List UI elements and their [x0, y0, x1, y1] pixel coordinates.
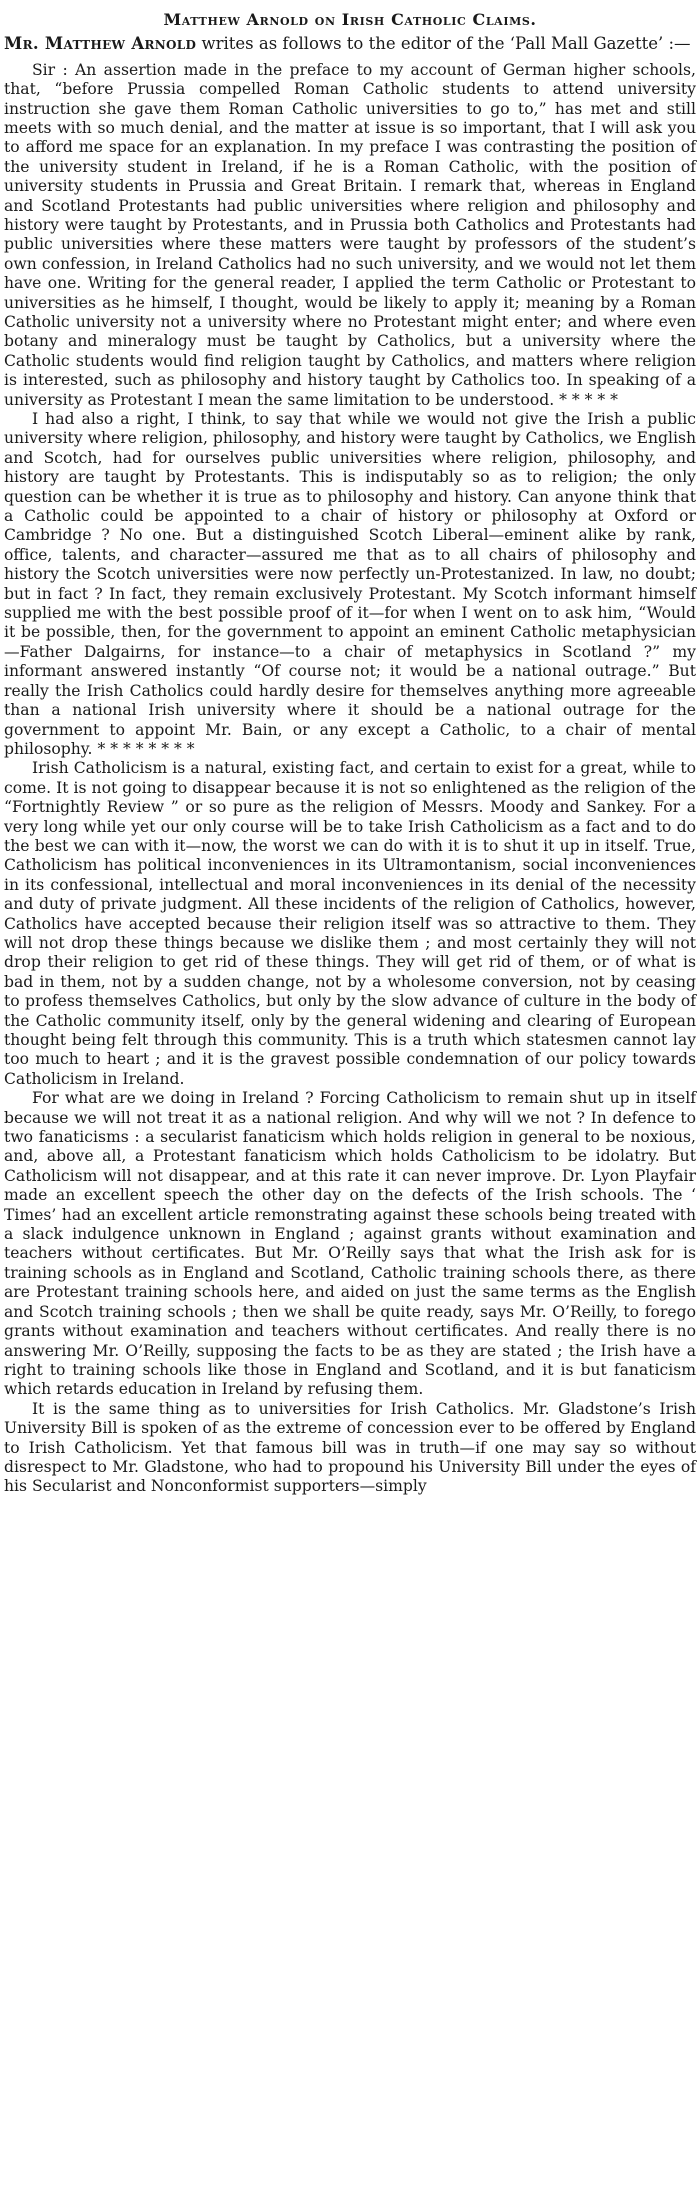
paragraph-4: For what are we doing in Ireland ? Forcing Catholicism to remain shut up in itself because we will not treat it as a national religion. And why will we not ? In defence to two fanaticisms : a secularist fanaticism which holds religion in general to be noxious, and, above all, a Protestant fanaticism which holds Catholicism to be idolatry. But Catholicism will not disappear, and at this rate it can never improve. Dr. Lyon Playfair made an excellent speech the other day on the defects of the Irish schools. The ‘ Times’ had an excellent article remonstrating against these schools being treated with a slack indulgence unknown in England ; against grants without examination and teachers without certificates. But Mr. O’Reilly says that what the Irish ask for is training schools as in England and Scotland, Catholic training schools there, as there are Protestant training schools here, and aided on just the same terms as the English and Scotch training schools ; then we shall be quite ready, says Mr. O’Reilly, to forego grants without examination and teachers without certificates. And really there is no answering Mr. O’Reilly, supposing the facts to be as they are stated ; the Irish have a right to training schools like those in England and Scotland, and it is but fanaticism which retards education in Ireland by refusing them. [4, 1089, 696, 1399]
paragraph-1: Sir : An assertion made in the preface to my account of German higher schools, that, “before Prussia compelled Roman Catholic students to attend university instruction she gave them Roman Catholic universities to go to,” has met and still meets with so much denial, and the matter at issue is so important, that I will ask you to afford me space for an explanation. In my preface I was contrasting the position of the university student in Ireland, if he is a Roman Catholic, with the position of university students in Prussia and Great Britain. I remark that, whereas in England and Scotland Protestants had public universities where religion and philosophy and history were taught by Protestants, and in Prussia both Catholics and Protestants had public universities where these matters were taught by professors of the student’s own confession, in Ireland Catholics had no such university, and we would not let them have one. Writing for the general reader, I applied the term Catholic or Protestant to universities as he himself, I thought, would be likely to apply it; meaning by a Roman Catholic university not a university where no Protestant might enter; and where even botany and mineralogy must be taught by Catholics, but a university where the Catholic students would find religion taught by Catholics, and matters where religion is interested, such as philosophy and history taught by Catholics too. In speaking of a university as Protestant I mean the same limitation to be understood. * * * * * [4, 60, 696, 409]
paragraph-2: I had also a right, I think, to say that while we would not give the Irish a public university where religion, philosophy, and history were taught by Catholics, we English and Scotch, had for ourselves public universities where religion, philosophy, and history are taught by Protestants. This is indisputably so as to religion; the only question can be whether it is true as to philosophy and history. Can anyone think that a Catholic could be appointed to a chair of history or philosophy at Oxford or Cambridge ? No one. But a distinguished Scotch Liberal—eminent alike by rank, office, talents, and character—assured me that as to all chairs of philosophy and history the Scotch universities were now perfectly un-Protestanized. In law, no doubt; but in fact ? In fact, they remain exclusively Protestant. My Scotch informant himself supplied me with the best possible proof of it—for when I went on to ask him, “Would it be possible, then, for the government to appoint an eminent Catholic metaphysician—Father Dalgairns, for instance—to a chair of metaphysics in Scotland ?” my informant answered instantly “Of course not; it would be a national outrage.” But really the Irish Catholics could hardly desire for themselves anything more agreeable than a national Irish university where it should be a national outrage for the government to appoint Mr. Bain, or any except a Catholic, to a chair of mental philosophy. * * * * * * * * [4, 410, 696, 758]
intro-author-name: Mr. Matthew Arnold [4, 34, 197, 53]
intro-text: writes as follows to the editor of the ‘Pall Mall Gazette’ :— [196, 34, 691, 53]
paragraph-3: Irish Catholicism is a natural, existing fact, and certain to exist for a great, while to come. It is not going to disappear because it is not so enlightened as the religion of the “Fortnightly Review ” or so pure as the religion of Messrs. Moody and Sankey. For a very long while yet our only course will be to take Irish Catholicism as a fact and to do the best we can with it—now, the worst we can do with it is to shut it up in itself. True, Catholicism has political inconveniences in its Ultramontanism, social inconveniences in its confessional, intellectual and moral inconveniences in its denial of the necessity and duty of private judgment. All these incidents of the religion of Catholics, however, Catholics have accepted because their religion itself was so attractive to them. They will not drop these things because we dislike them ; and most certainly they will not drop their religion to get rid of these things. They will get rid of them, or of what is bad in them, not by a sudden change, not by a wholesome conversion, not by ceasing to profess themselves Catholics, but only by the slow advance of culture in the body of the Catholic community itself, only by the general widening and clearing of European thought being felt through this community. This is a truth which statesmen cannot lay too much to heart ; and it is the gravest possible condemnation of our policy towards Catholicism in Ireland. [4, 759, 696, 1088]
paragraph-5: It is the same thing as to universities for Irish Catholics. Mr. Gladstone’s Irish University Bill is spoken of as the extreme of concession ever to be offered by England to Irish Catholicism. Yet that famous bill was in truth—if one may say so without disrespect to Mr. Gladstone, who had to propound his University Bill under the eyes of his Secularist and Nonconformist supporters—simply [4, 1399, 696, 1496]
article-intro [4, 34, 696, 55]
article-title: Matthew Arnold on Irish Catholic Claims. [163, 10, 537, 29]
